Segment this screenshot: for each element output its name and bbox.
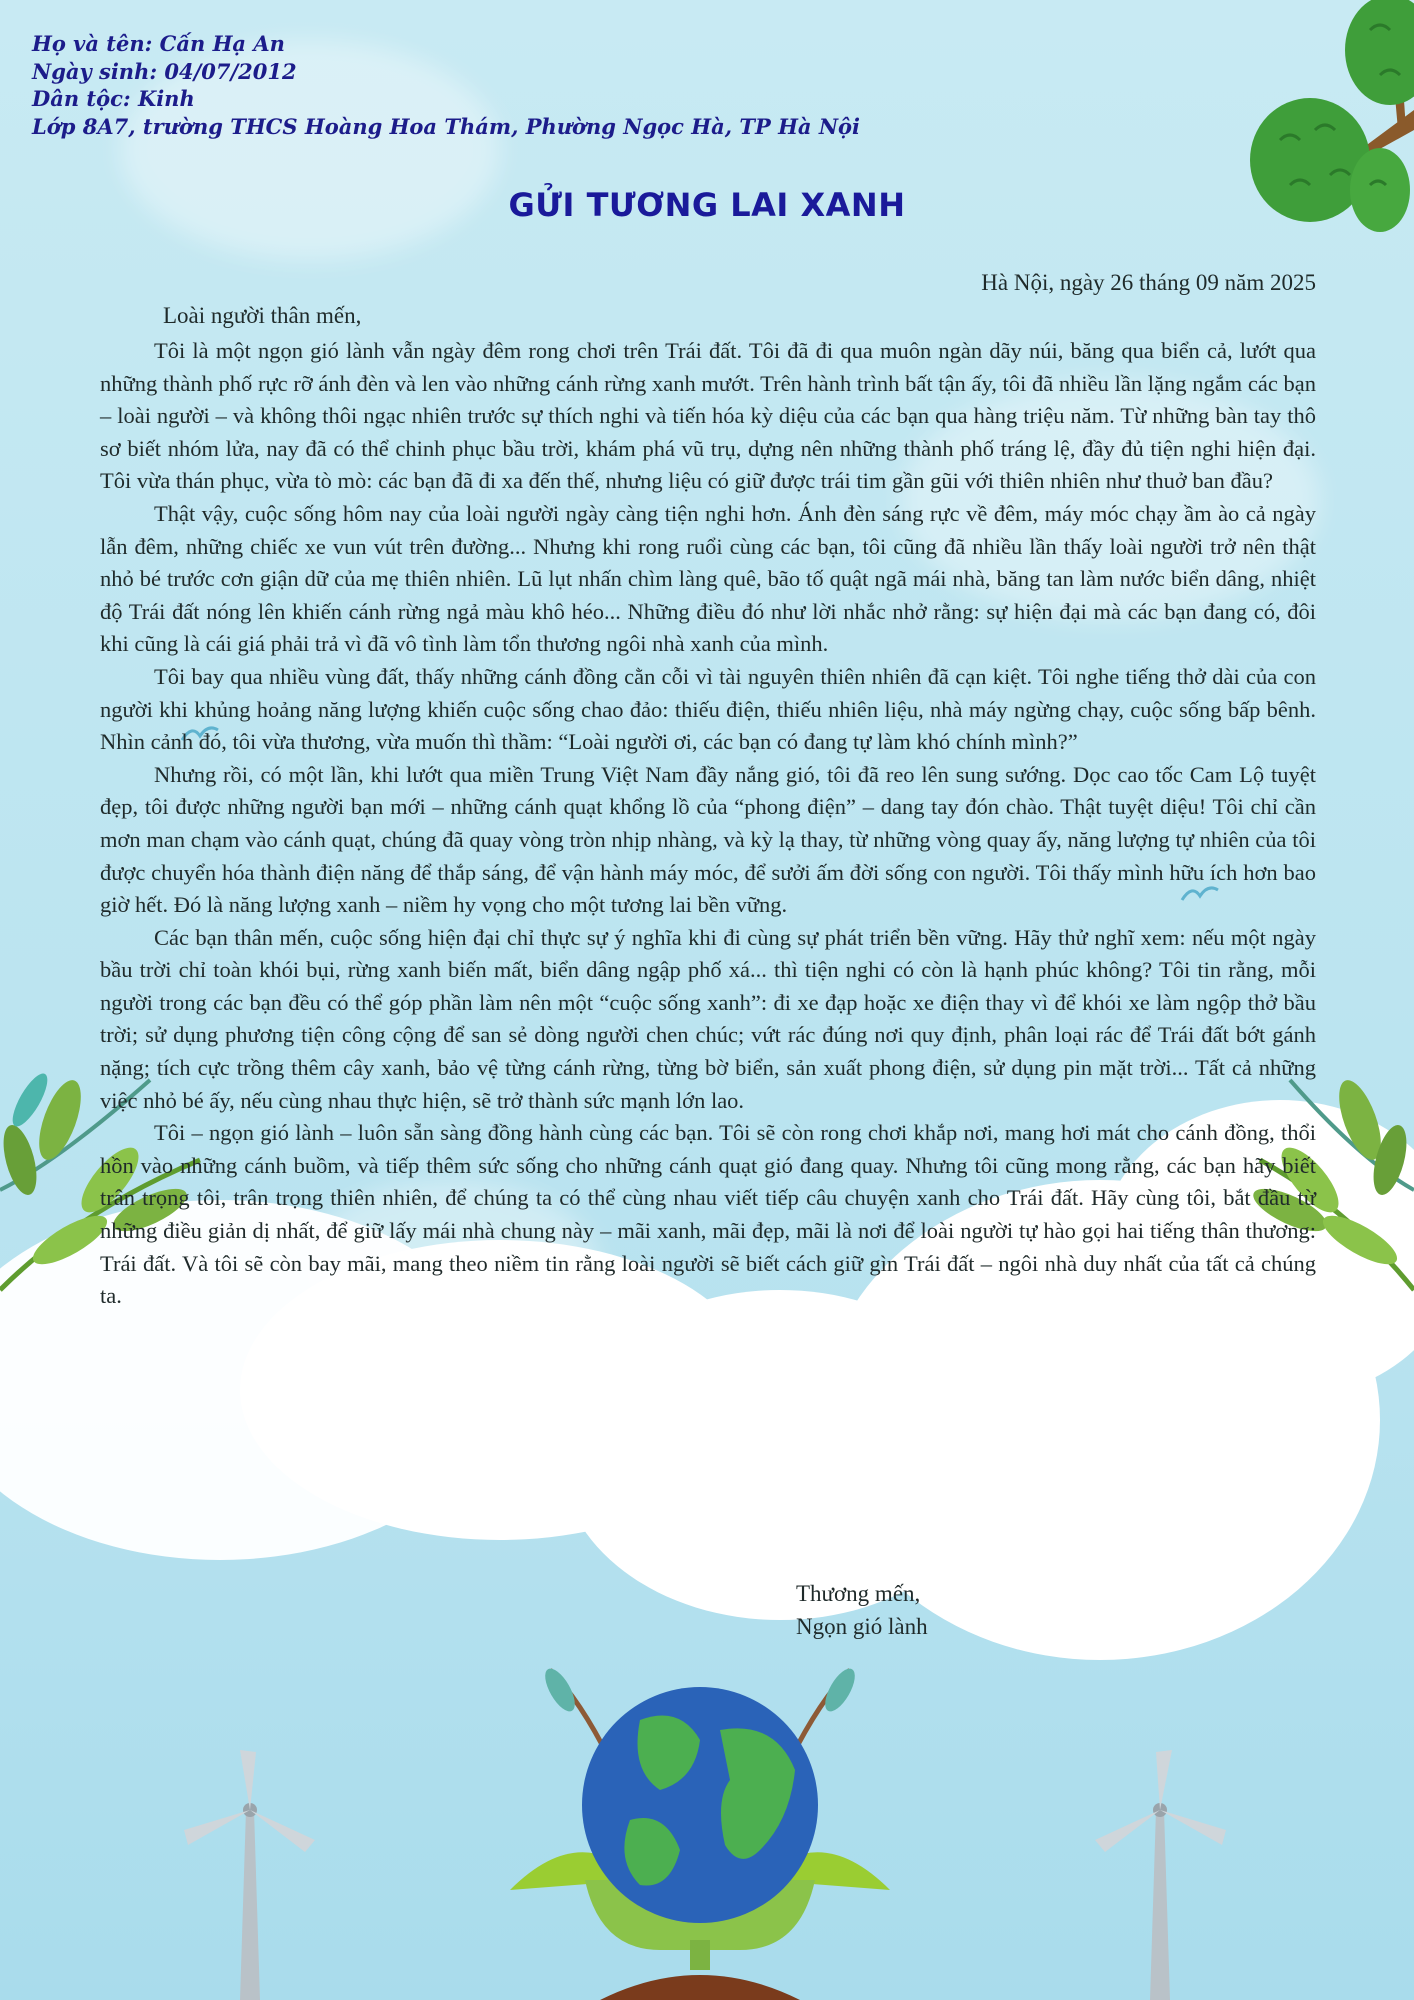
letter-body (100, 335, 1316, 1313)
body-paragraph: Tôi là một ngọn gió lành vẫn ngày đêm rong chơi trên Trái đất. Tôi đã đi qua muôn ngàn dãy núi, băng qua biển cả, lướt qua những thành phố rực rỡ ánh đèn và len vào những cánh rừng xanh mướt. Trên hành trình bất tận ấy, tôi đã nhiều lần lặng ngắm các bạn – loài người – và không thôi ngạc nhiên trước sự thích nghi và tiến hóa kỳ diệu của các bạn qua hàng triệu năm. Từ những bàn tay thô sơ biết nhóm lửa, nay đã có thể chinh phục bầu trời, khám phá vũ trụ, dựng nên những thành phố tráng lệ, đầy đủ tiện nghi hiện đại. Tôi vừa thán phục, vừa tò mò: các bạn đã đi xa đến thế, nhưng liệu có giữ được trái tim gần gũi với thiên nhiên như thuở ban đầu? (100, 338, 1316, 494)
closing-line: Thương mến, (796, 1581, 921, 1606)
wind-turbine-icon (180, 1750, 320, 2000)
student-name: Họ và tên: Cấn Hạ An (32, 31, 285, 56)
body-paragraph: Các bạn thân mến, cuộc sống hiện đại chỉ thực sự ý nghĩa khi đi cùng sự phát triển bền vững. Hãy thử nghĩ xem: nếu một ngày bầu trời chỉ toàn khói bụi, rừng xanh biến mất, biển dâng ngập phố xá... thì tiện nghi có còn là hạnh phúc không? Tôi tin rằng, mỗi người trong các bạn đều có thể góp phần làm nên một “cuộc sống xanh”: đi xe đạp hoặc xe điện thay vì để khói xe làm ngộp thở bầu trời; sử dụng phương tiện công cộng để san sẻ dòng người chen chúc; vứt rác đúng nơi quy định, phân loại rác để Trái đất bớt gánh nặng; tích cực trồng thêm cây xanh, bảo vệ từng cánh rừng, từng bờ biển, sản xuất phong điện, sử dụng pin mặt trời... Tất cả những việc nhỏ bé ấy, nếu cùng nhau thực hiện, sẽ trở thành sức mạnh lớn lao. (100, 924, 1316, 1113)
signature-line: Ngọn gió lành (796, 1613, 928, 1639)
student-ethnicity: Dân tộc: Kinh (32, 86, 195, 111)
wind-turbine-icon (1090, 1750, 1230, 2000)
globe-icon (490, 1650, 910, 2000)
student-class: Lớp 8A7, trường THCS Hoàng Hoa Thám, Phường Ngọc Hà, TP Hà Nội (32, 113, 861, 139)
student-birthdate: Ngày sinh: 04/07/2012 (32, 58, 297, 84)
student-info (32, 30, 860, 140)
body-paragraph: Tôi – ngọn gió lành – luôn sẵn sàng đồng hành cùng các bạn. Tôi sẽ còn rong chơi khắp nơi, mang hơi mát cho cánh đồng, thổi hồn vào những cánh buồm, và tiếp thêm sức sống cho những cánh quạt gió đang quay. Nhưng tôi cũng mong rằng, các bạn hãy biết trân trọng tôi, trân trọng thiên nhiên, để chúng ta có thể cùng nhau viết tiếp câu chuyện xanh cho Trái đất. Hãy cùng tôi, bắt đầu từ những điều giản dị nhất, để giữ lấy mái nhà chung này – mãi xanh, mãi đẹp, mãi là nơi để loài người tự hào gọi hai tiếng thân thương: Trái đất. Và tôi sẽ còn bay mãi, mang theo niềm tin rằng loài người sẽ biết cách giữ gìn Trái đất – ngôi nhà duy nhất của tất cả chúng ta. (100, 1120, 1316, 1309)
letter-greeting: Loài người thân mến, (163, 303, 362, 328)
body-paragraph: Thật vậy, cuộc sống hôm nay của loài người ngày càng tiện nghi hơn. Ánh đèn sáng rực về đêm, máy móc chạy ầm ào cả ngày lẫn đêm, những chiếc xe vun vút trên đường... Nhưng khi rong ruổi cùng các bạn, tôi cũng đã nhiều lần thấy loài người trở nên thật nhỏ bé trước cơn giận dữ của mẹ thiên nhiên. Lũ lụt nhấn chìm làng quê, bão tố quật ngã mái nhà, băng tan làm nước biển dâng, nhiệt độ Trái đất nóng lên khiến cánh rừng ngả màu khô héo... Những điều đó như lời nhắc nhở rằng: sự hiện đại mà các bạn đang có, đôi khi cũng là cái giá phải trả vì đã vô tình làm tổn thương ngôi nhà xanh của mình. (100, 500, 1316, 657)
body-paragraph: Nhưng rồi, có một lần, khi lướt qua miền Trung Việt Nam đầy nắng gió, tôi đã reo lên sung sướng. Dọc cao tốc Cam Lộ tuyệt đẹp, tôi được những người bạn mới – những cánh quạt khổng lồ của “phong điện” – dang tay đón chào. Thật tuyệt diệu! Tôi chỉ cần mơn man chạm vào cánh quạt, chúng đã quay vòng tròn nhịp nhàng, và kỳ lạ thay, từ những vòng quay ấy, năng lượng tự nhiên của tôi được chuyển hóa thành điện năng để thắp sáng, để vận hành máy móc, để sưởi ấm đời sống con người. Tôi thấy mình hữu ích hơn bao giờ hết. Đó là năng lượng xanh – niềm hy vọng cho một tương lai bền vững. (100, 761, 1316, 918)
letter-date: Hà Nội, ngày 26 tháng 09 năm 2025 (981, 270, 1316, 295)
letter-title: GỬI TƯƠNG LAI XANH (508, 186, 906, 224)
letter-signoff (796, 1578, 928, 1643)
body-paragraph: Tôi bay qua nhiều vùng đất, thấy những cánh đồng cằn cỗi vì tài nguyên thiên nhiên đã cạn kiệt. Tôi nghe tiếng thở dài của con người khi khủng hoảng năng lượng khiến cuộc sống chao đảo: thiếu điện, thiếu nhiên liệu, nhà máy ngừng chạy, cuộc sống bấp bênh. Nhìn cảnh đó, tôi vừa thương, vừa muốn thì thầm: “Loài người ơi, các bạn có đang tự làm khó chính mình?” (100, 663, 1316, 755)
